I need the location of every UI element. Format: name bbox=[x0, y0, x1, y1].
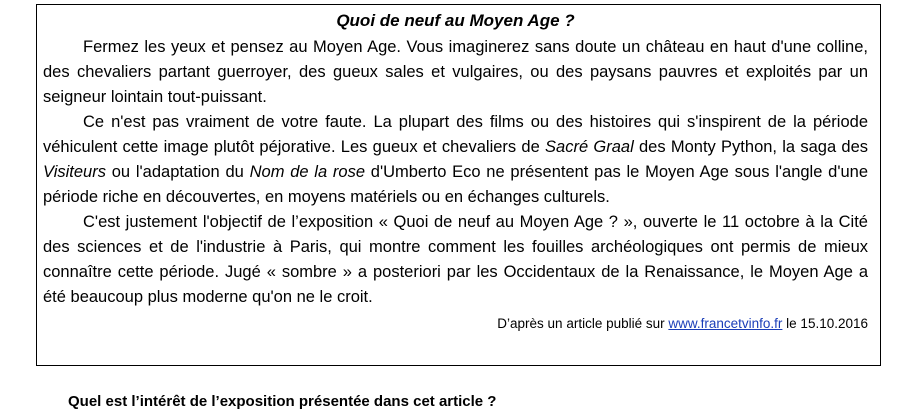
source-prefix: D’après un article publié sur bbox=[497, 316, 669, 331]
article-title: Quoi de neuf au Moyen Age ? bbox=[336, 11, 575, 30]
source-suffix: le 15.10.2016 bbox=[782, 316, 868, 331]
book-title-nom-de-la-rose: Nom de la rose bbox=[249, 163, 366, 181]
paragraph-2-text-2: des Monty Python, la saga des bbox=[633, 138, 868, 156]
article-paragraph-2 bbox=[43, 110, 868, 210]
article-paragraph-3: C'est justement l'objectif de l’exposition « Quoi de neuf au Moyen Age ? », ouverte le 11 octobre à la Cité des sciences et de l'industrie à Paris, qui montre comment les fouilles archéologiques ont permis de mieux connaître cette période. Jugé « sombre » a posteriori par les Occidentaux de la Renaissance, le Moyen Age a été beaucoup plus moderne qu'on ne le croit. bbox=[43, 213, 868, 306]
film-title-sacre-graal: Sacré Graal bbox=[545, 138, 634, 156]
question-text: Quel est l’intérêt de l’exposition présentée dans cet article ? bbox=[68, 393, 497, 410]
source-link[interactable]: www.francetvinfo.fr bbox=[668, 316, 783, 331]
article-paragraph-1: Fermez les yeux et pensez au Moyen Age. Vous imaginerez sans doute un château en haut d'une colline, des chevaliers partant guerroyer, des gueux sales et vulgaires, ou des paysans pauvres et exploités par un seigneur lointain tout-puissant. bbox=[43, 38, 868, 106]
source-citation bbox=[43, 314, 868, 334]
paragraph-2-text-4: d'Umberto Eco ne présentent pas le Moyen Age sous l'angle d'une période riche en découvertes, en moyens matériels ou en échanges culturels. bbox=[43, 163, 868, 206]
film-title-visiteurs: Visiteurs bbox=[43, 163, 106, 181]
paragraph-2-text-3: ou l'adaptation du bbox=[105, 163, 250, 181]
article-box bbox=[36, 4, 881, 366]
paragraph-2-text-1: Ce n'est pas vraiment de votre faute. La plupart des films ou des histoires qui s'inspirent de la période véhiculent cette image plutôt péjorative. Les gueux et chevaliers de bbox=[43, 113, 868, 156]
